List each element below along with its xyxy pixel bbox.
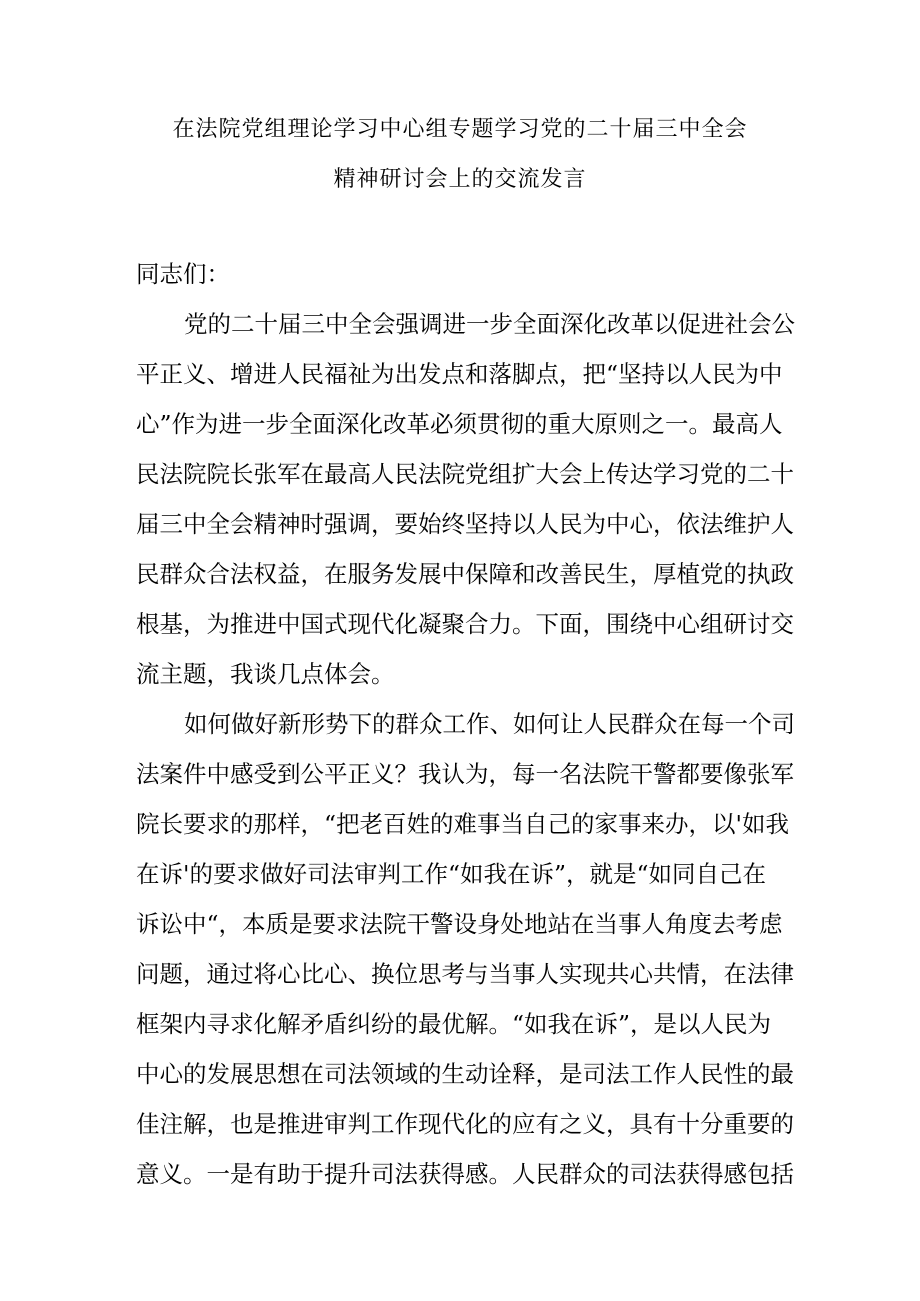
paragraph-1-line: 平正义、增进人民福祉为出发点和落脚点，把“坚持以人民为中 [136, 360, 783, 388]
paragraph-2-line: 意义。一是有助于提升司法获得感。人民群众的司法获得感包括 [136, 1160, 794, 1188]
paragraph-1-line: 民群众合法权益，在服务发展中保障和改善民生，厚植党的执政 [136, 560, 794, 588]
paragraph-1-line: 党的二十届三中全会强调进一步全面深化改革以促进社会公 [184, 310, 795, 338]
paragraph-2-line: 佳注解，也是推进审判工作现代化的应有之义，具有十分重要的 [136, 1110, 794, 1138]
paragraph-1-line: 届三中全会精神时强调，要始终坚持以人民为中心，依法维护人 [136, 510, 794, 538]
paragraph-1-line: 民法院院长张军在最高人民法院党组扩大会上传达学习党的二十 [136, 460, 794, 488]
paragraph-2-line: 在诉'的要求做好司法审判工作“如我在诉”，就是“如同自己在 [136, 860, 767, 888]
document-title-line-2: 精神研讨会上的交流发言 [333, 167, 587, 192]
paragraph-2-line: 中心的发展思想在司法领域的生动诠释，是司法工作人民性的最 [136, 1060, 794, 1088]
paragraph-2-line: 如何做好新形势下的群众工作、如何让人民群众在每一个司 [184, 710, 795, 738]
paragraph-2-line: 框架内寻求化解矛盾纠纷的最优解。“如我在诉”，是以人民为 [136, 1010, 772, 1038]
paragraph-1-line: 心”作为进一步全面深化改革必须贯彻的重大原则之一。最高人 [136, 410, 783, 438]
salutation: 同志们： [136, 260, 230, 288]
paragraph-2-line: 问题，通过将心比心、换位思考与当事人实现共心共情，在法律 [136, 960, 794, 988]
document-title-line-1: 在法院党组理论学习中心组专题学习党的二十届三中全会 [172, 117, 748, 142]
paragraph-2-line: 院长要求的那样，“把老百姓的难事当自己的家事来办，以'如我 [136, 810, 789, 838]
paragraph-2-line: 法案件中感受到公平正义？我认为，每一名法院干警都要像张军 [136, 760, 794, 788]
paragraph-1-line: 流主题，我谈几点体会。 [136, 660, 395, 688]
paragraph-1-line: 根基，为推进中国式现代化凝聚合力。下面，围绕中心组研讨交 [136, 610, 794, 638]
paragraph-2-line: 诉讼中“，本质是要求法院干警设身处地站在当事人角度去考虑 [136, 910, 783, 938]
